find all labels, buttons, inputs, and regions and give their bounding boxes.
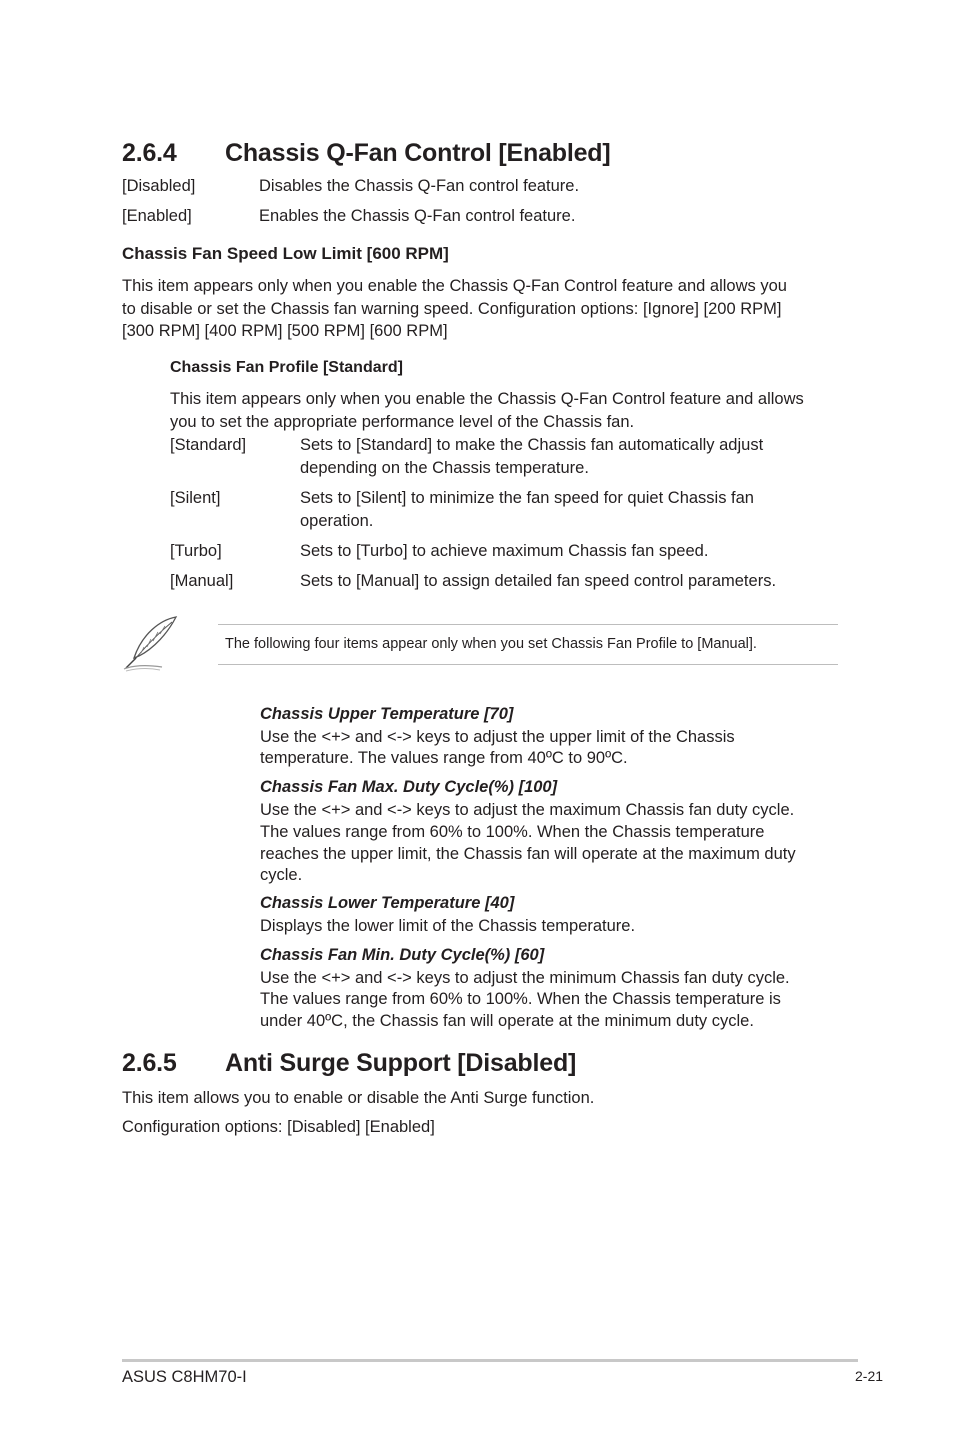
subheading-fan-low-limit: Chassis Fan Speed Low Limit [600 RPM] <box>122 244 449 263</box>
footer-page-number: 2-21 <box>855 1368 884 1384</box>
section-title-264: Chassis Q-Fan Control [Enabled] <box>225 139 611 167</box>
footer-rule <box>122 1359 858 1362</box>
feather-quill-icon <box>120 614 182 674</box>
section-title-265: Anti Surge Support [Disabled] <box>225 1049 577 1077</box>
option-desc: Sets to [Standard] to make the Chassis fan automatically adjust <box>300 436 764 454</box>
paragraph-line: under 40ºC, the Chassis fan will operate at the minimum duty cycle. <box>260 1012 754 1030</box>
option-desc: operation. <box>300 512 374 530</box>
paragraph-line: temperature. The values range from 40ºC to 90ºC. <box>260 749 628 767</box>
option-key: [Enabled] <box>122 207 192 225</box>
option-desc: Disables the Chassis Q-Fan control feature. <box>259 177 580 195</box>
footer-product-name: ASUS C8HM70-I <box>122 1368 247 1386</box>
option-key: [Silent] <box>170 489 221 507</box>
section-number-265: 2.6.5 <box>122 1049 177 1077</box>
option-key: [Standard] <box>170 436 247 454</box>
paragraph-line: This item appears only when you enable the Chassis Q-Fan Control feature and allows <box>170 390 804 408</box>
option-desc: Sets to [Turbo] to achieve maximum Chassis fan speed. <box>300 542 709 560</box>
option-desc: depending on the Chassis temperature. <box>300 459 589 477</box>
note-top-rule <box>218 624 838 625</box>
section-number-264: 2.6.4 <box>122 139 177 167</box>
manual-item-title: Chassis Fan Min. Duty Cycle(%) [60] <box>260 946 545 964</box>
paragraph-line: The values range from 60% to 100%. When the Chassis temperature <box>260 823 765 841</box>
paragraph-line: [300 RPM] [400 RPM] [500 RPM] [600 RPM] <box>122 322 448 340</box>
manual-item-title: Chassis Lower Temperature [40] <box>260 894 515 912</box>
option-key: [Turbo] <box>170 542 222 560</box>
paragraph-line: Use the <+> and <-> keys to adjust the upper limit of the Chassis <box>260 728 735 746</box>
option-desc: Enables the Chassis Q-Fan control feature. <box>259 207 576 225</box>
subheading-fan-profile: Chassis Fan Profile [Standard] <box>170 359 403 376</box>
option-desc: Sets to [Silent] to minimize the fan speed for quiet Chassis fan <box>300 489 754 507</box>
paragraph-line: reaches the upper limit, the Chassis fan will operate at the maximum duty <box>260 845 796 863</box>
option-desc: Sets to [Manual] to assign detailed fan speed control parameters. <box>300 572 777 590</box>
paragraph-line: to disable or set the Chassis fan warning speed. Configuration options: [Ignore] [200 RPM] <box>122 300 782 318</box>
paragraph-line: This item allows you to enable or disable the Anti Surge function. <box>122 1089 595 1107</box>
manual-item-title: Chassis Fan Max. Duty Cycle(%) [100] <box>260 778 558 796</box>
note-text: The following four items appear only when you set Chassis Fan Profile to [Manual]. <box>225 636 757 652</box>
paragraph-line: you to set the appropriate performance level of the Chassis fan. <box>170 413 635 431</box>
note-bottom-rule <box>218 664 838 665</box>
paragraph-line: cycle. <box>260 866 303 884</box>
manual-item-title: Chassis Upper Temperature [70] <box>260 705 514 723</box>
paragraph-line: Use the <+> and <-> keys to adjust the minimum Chassis fan duty cycle. <box>260 969 790 987</box>
paragraph-line: Configuration options: [Disabled] [Enabled] <box>122 1118 435 1136</box>
paragraph-line: The values range from 60% to 100%. When the Chassis temperature is <box>260 990 781 1008</box>
paragraph-line: This item appears only when you enable the Chassis Q-Fan Control feature and allows you <box>122 277 787 295</box>
option-key: [Manual] <box>170 572 234 590</box>
option-key: [Disabled] <box>122 177 196 195</box>
paragraph-line: Displays the lower limit of the Chassis temperature. <box>260 917 636 935</box>
paragraph-line: Use the <+> and <-> keys to adjust the maximum Chassis fan duty cycle. <box>260 801 795 819</box>
